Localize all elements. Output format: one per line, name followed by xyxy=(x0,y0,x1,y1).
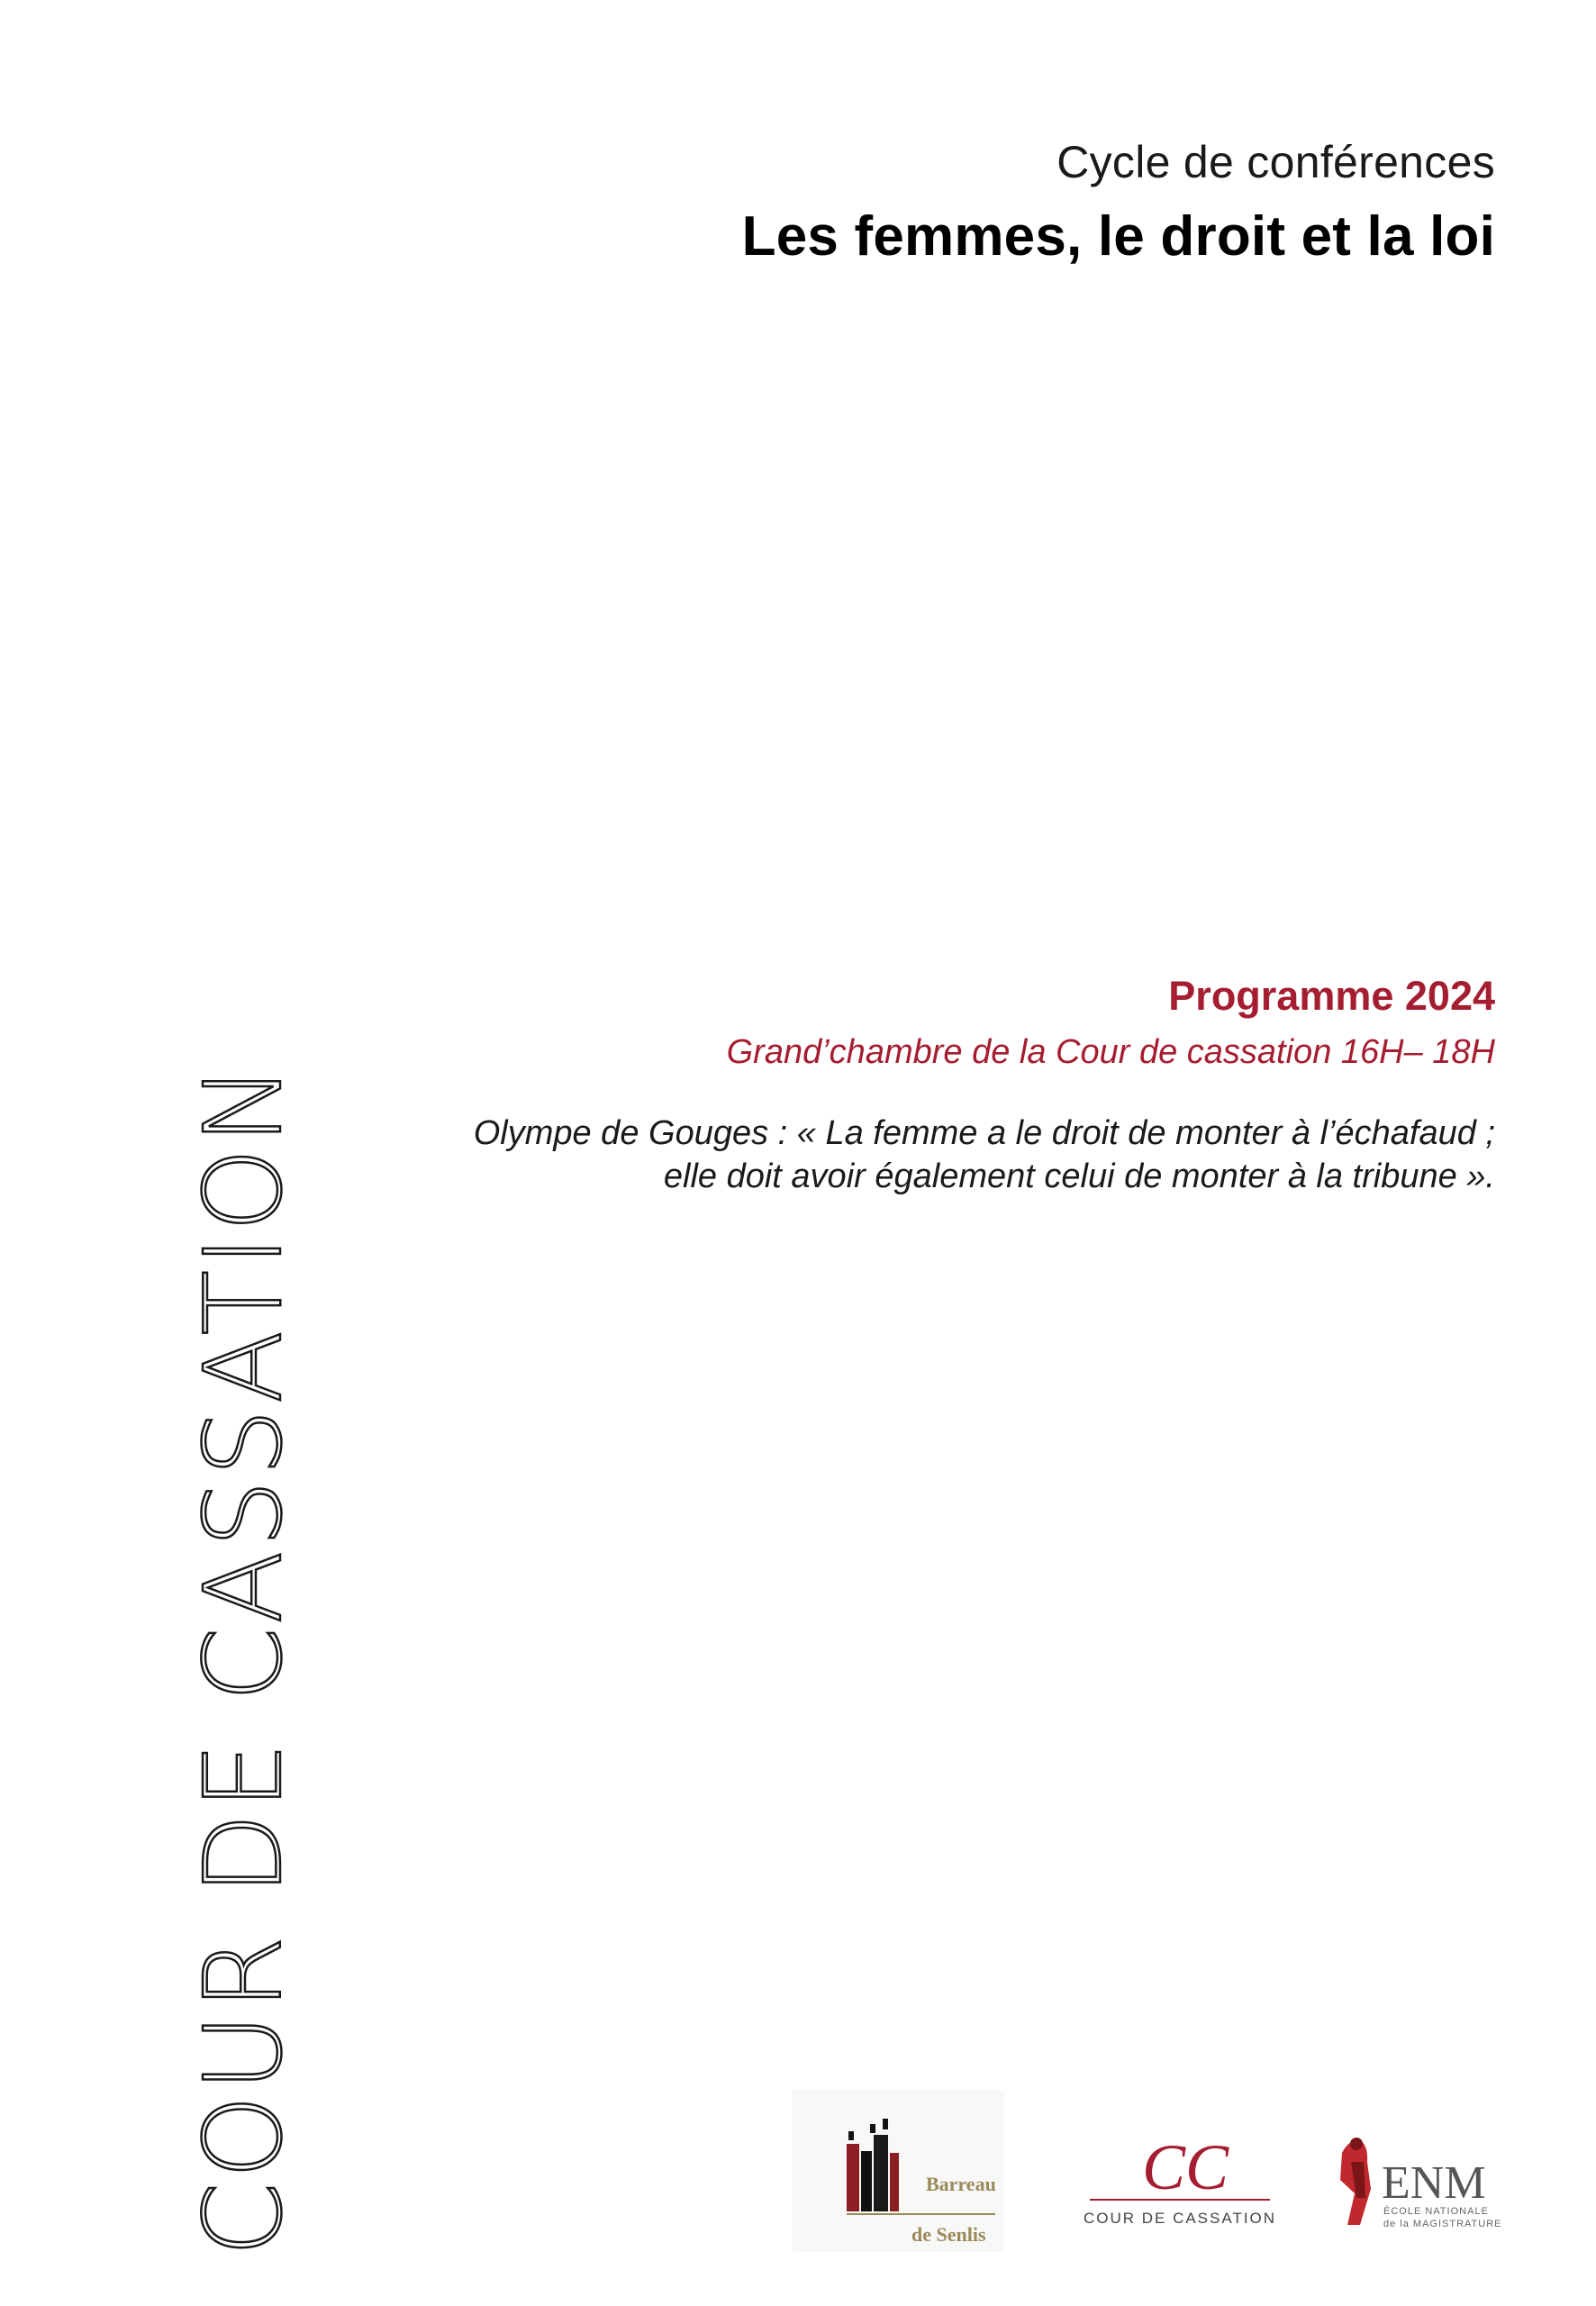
barreau-de-senlis-logo xyxy=(793,2090,1004,2252)
svg-text:CC: CC xyxy=(1142,2131,1229,2203)
programme-title: Programme 2024 xyxy=(1168,973,1495,1019)
partner-logos xyxy=(784,2090,1531,2252)
programme-subtitle: Grand’chambre de la Cour de cassation 16H– 18H xyxy=(726,1033,1495,1071)
quote-line: elle doit avoir également celui de monter à la tribune ». xyxy=(663,1158,1495,1195)
header xyxy=(742,135,1495,270)
vertical-institution-name: COUR DE CASSATION xyxy=(181,1061,305,2256)
svg-text:de la MAGISTRATURE: de la MAGISTRATURE xyxy=(1383,2219,1502,2229)
svg-text:COUR DE CASSATION: COUR DE CASSATION xyxy=(1083,2210,1277,2227)
programme-section xyxy=(474,971,1495,1198)
quote-line: Olympe de Gouges : « La femme a le droit de monter à l’échafaud ; xyxy=(473,1114,1495,1152)
cycle-label: Cycle de conférences xyxy=(1056,137,1495,187)
quote xyxy=(474,1112,1495,1198)
svg-text:Barreau: Barreau xyxy=(926,2173,996,2195)
svg-text:ÉCOLE NATIONALE: ÉCOLE NATIONALE xyxy=(1383,2206,1489,2217)
svg-text:ENM: ENM xyxy=(1382,2157,1486,2209)
document-title: Les femmes, le droit et la loi xyxy=(741,205,1495,268)
svg-text:de Senlis: de Senlis xyxy=(911,2223,986,2246)
cour-de-cassation-logo xyxy=(1072,2117,1288,2234)
enm-logo xyxy=(1324,2126,1531,2234)
